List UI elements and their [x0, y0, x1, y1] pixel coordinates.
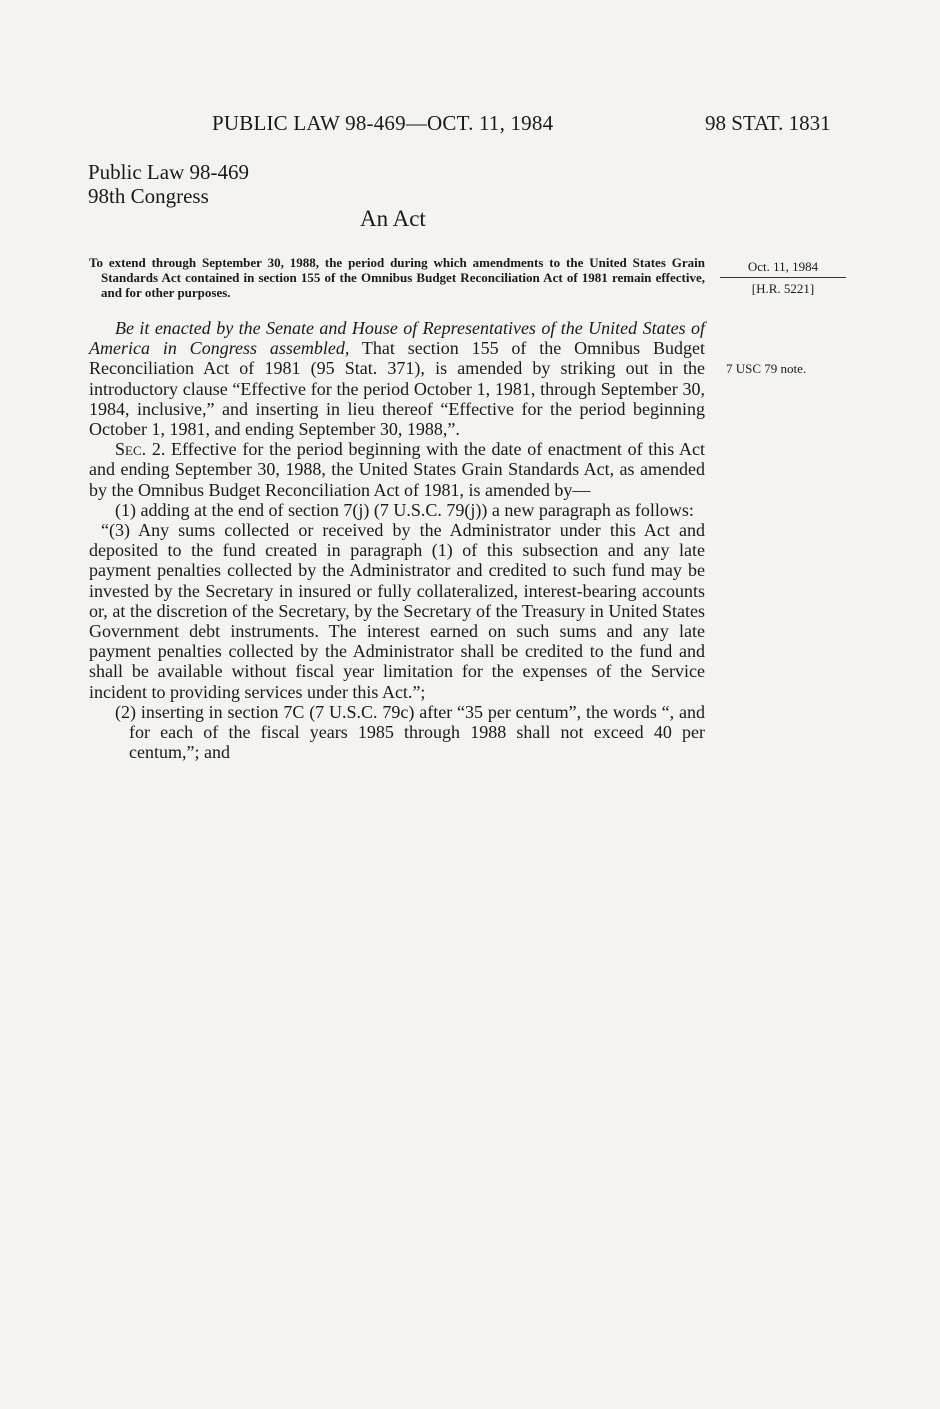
section-2-label: Sec. 2.: [115, 439, 166, 460]
quoted-paragraph-3: “(3) Any sums collected or received by the Administrator under this Act and deposited to the fund created in paragraph (1) of this subsection and any late payment penalties collected by the Administrator and credited to such fund may be invested by the Secretary in insured or fully collateralized, interest-bearing accounts or, at the discretion of the Secretary, by the Secretary of the Treasury in United States Government debt instruments. The interest earned on such sums and any late payment penalties collected by the Administrator shall be credited to the fund and shall be available without fiscal year limitation for the expenses of the Service incident to providing services under this Act.”;: [89, 520, 705, 702]
paragraph-1: (1) adding at the end of section 7(j) (7 U.S.C. 79(j)) a new paragraph as follows:: [115, 499, 694, 520]
margin-note-usc: 7 USC 79 note.: [726, 361, 807, 376]
enacting-clause: Be it enacted by the Senate and House of Representatives of the United States of America in Congress assembled,: [89, 318, 705, 359]
statute-page-number: 98 STAT. 1831: [705, 111, 831, 135]
running-header-title: PUBLIC LAW 98-469—OCT. 11, 1984: [212, 111, 554, 135]
paragraph-2: (2) inserting in section 7C (7 U.S.C. 79c) after “35 per centum”, the words “, and for each of the fiscal years 1985 through 1988 shall not exceed 40 per centum,”; and: [115, 701, 705, 763]
section-2: [89, 439, 705, 500]
section-1: [89, 318, 705, 439]
bill-number: [H.R. 5221]: [751, 281, 815, 296]
purpose-statement: [89, 255, 705, 300]
section-1-text: That section 155 of the Omnibus Budget Reconciliation Act of 1981 (95 Stat. 371), is amended by striking out in the introductory clause “Effective for the period October 1, 1981, through September 30, 1984, inclusive,” and inserting in lieu thereof “Effective for the period beginning October 1, 1981, and ending September 30, 1988,”.: [89, 338, 705, 440]
body-text: [89, 318, 705, 762]
congress-label: 98th Congress: [88, 184, 209, 208]
margin-note-date: [720, 259, 846, 297]
section-2-text: Effective for the period beginning with the date of enactment of this Act and ending September 30, 1988, the United States Grain Standards Act, as amended by the Omnibus Budget Reconciliation Act of 1981, is amended by—: [89, 439, 706, 500]
enactment-date: Oct. 11, 1984: [720, 259, 846, 278]
purpose-text: To extend through September 30, 1988, the period during which amendments to the United States Grain Standards Act contained in section 155 of the Omnibus Budget Reconciliation Act of 1981 remain effective, and for other purposes.: [89, 255, 705, 300]
act-heading: An Act: [360, 206, 426, 231]
public-law-number: Public Law 98-469: [88, 160, 249, 184]
